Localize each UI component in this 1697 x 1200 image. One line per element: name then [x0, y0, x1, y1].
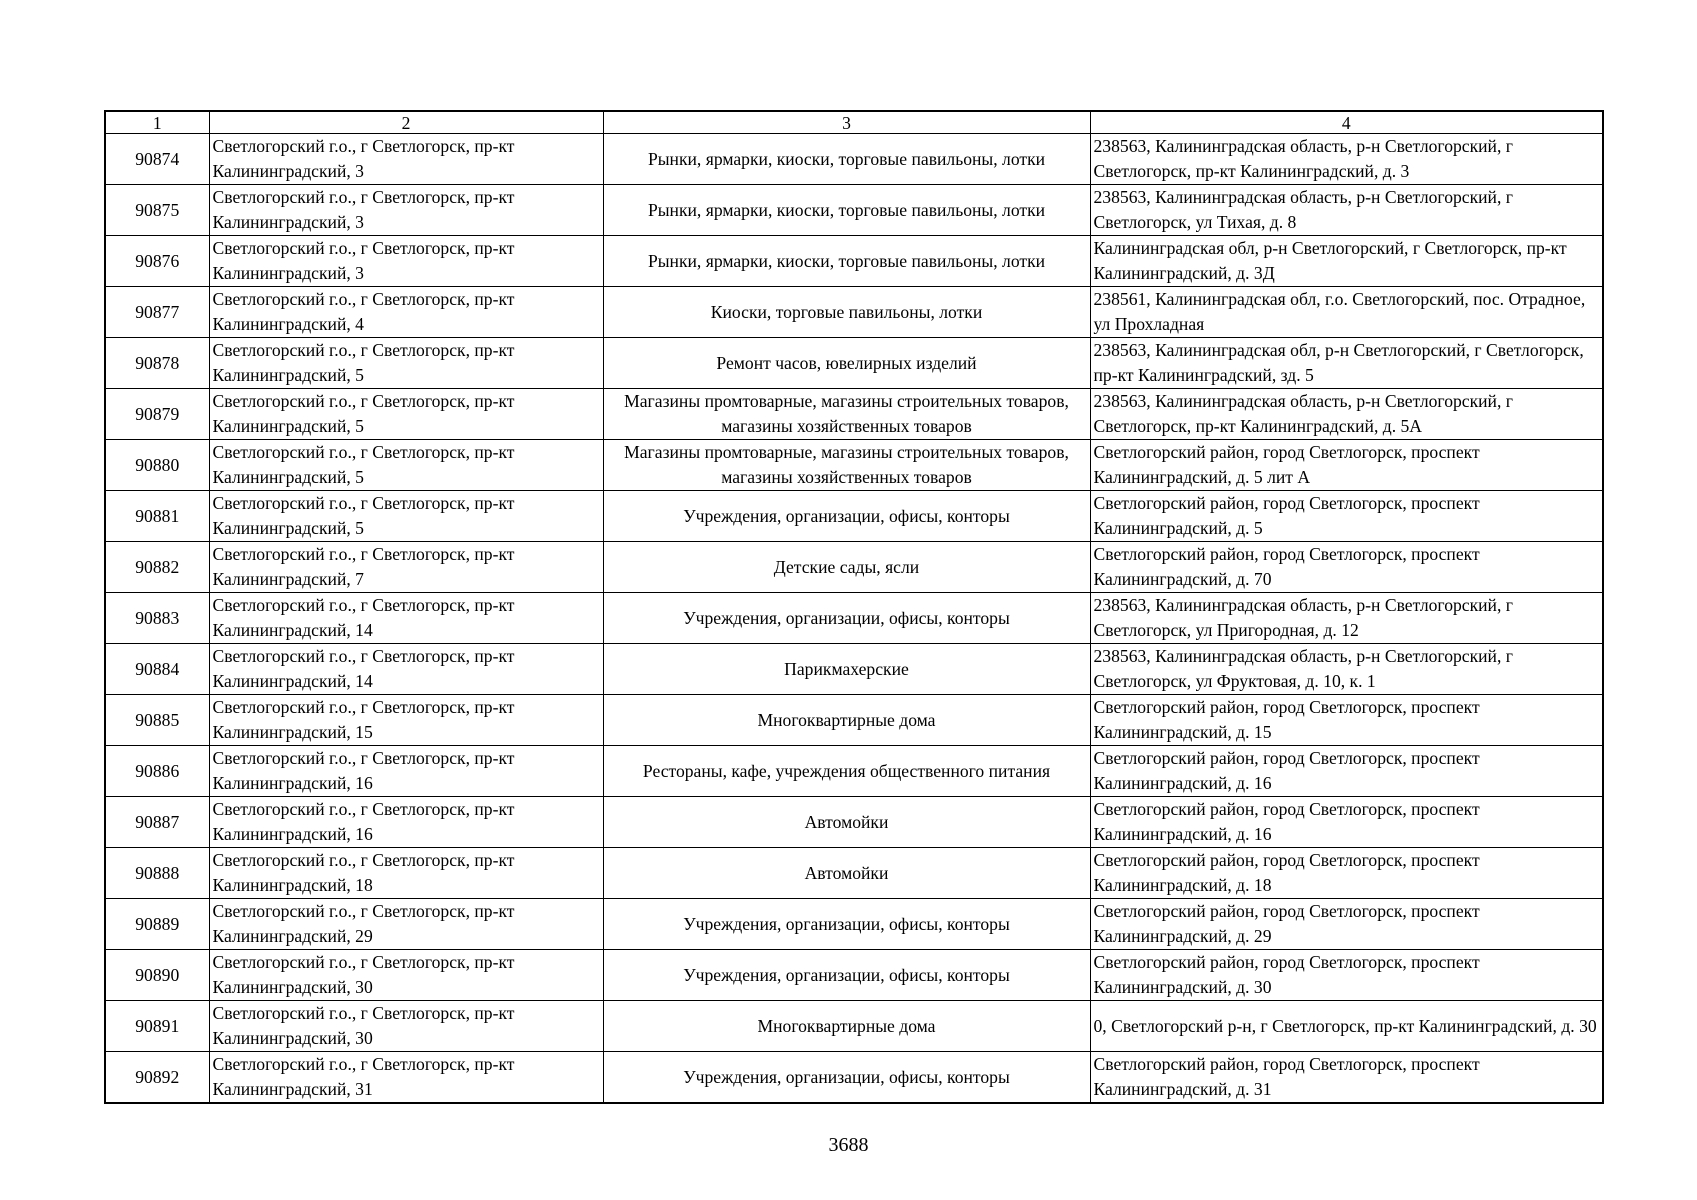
category-cell: Многоквартирные дома — [603, 1001, 1090, 1052]
table-row — [105, 644, 1603, 695]
category-cell: Магазины промтоварные, магазины строительных товаров, магазины хозяйственных товаров — [603, 440, 1090, 491]
row-id-cell: 90888 — [105, 848, 209, 899]
location-cell: Светлогорский г.о., г Светлогорск, пр-кт Калининградский, 31 — [209, 1052, 603, 1104]
row-id-cell: 90880 — [105, 440, 209, 491]
table-row — [105, 440, 1603, 491]
column-header: 2 — [209, 111, 603, 134]
category-cell: Автомойки — [603, 797, 1090, 848]
location-cell: Светлогорский г.о., г Светлогорск, пр-кт Калининградский, 14 — [209, 644, 603, 695]
table-body — [105, 134, 1603, 1104]
table-row — [105, 695, 1603, 746]
address-cell: Светлогорский район, город Светлогорск, проспект Калининградский, д. 31 — [1090, 1052, 1603, 1104]
address-cell: Светлогорский район, город Светлогорск, проспект Калининградский, д. 18 — [1090, 848, 1603, 899]
category-cell: Детские сады, ясли — [603, 542, 1090, 593]
address-cell: Светлогорский район, город Светлогорск, проспект Калининградский, д. 16 — [1090, 746, 1603, 797]
row-id-cell: 90877 — [105, 287, 209, 338]
category-cell: Ремонт часов, ювелирных изделий — [603, 338, 1090, 389]
address-cell: 238563, Калининградская область, р-н Светлогорский, г Светлогорск, ул Тихая, д. 8 — [1090, 185, 1603, 236]
table-row — [105, 134, 1603, 185]
row-id-cell: 90884 — [105, 644, 209, 695]
category-cell: Многоквартирные дома — [603, 695, 1090, 746]
category-cell: Учреждения, организации, офисы, конторы — [603, 950, 1090, 1001]
location-cell: Светлогорский г.о., г Светлогорск, пр-кт Калининградский, 5 — [209, 389, 603, 440]
row-id-cell: 90887 — [105, 797, 209, 848]
address-cell: Светлогорский район, город Светлогорск, проспект Калининградский, д. 70 — [1090, 542, 1603, 593]
row-id-cell: 90875 — [105, 185, 209, 236]
address-cell: 238563, Калининградская обл, р-н Светлогорский, г Светлогорск, пр-кт Калининградский, зд. 5 — [1090, 338, 1603, 389]
location-cell: Светлогорский г.о., г Светлогорск, пр-кт Калининградский, 16 — [209, 746, 603, 797]
table-row — [105, 542, 1603, 593]
row-id-cell: 90881 — [105, 491, 209, 542]
location-cell: Светлогорский г.о., г Светлогорск, пр-кт Калининградский, 30 — [209, 1001, 603, 1052]
location-cell: Светлогорский г.о., г Светлогорск, пр-кт Калининградский, 7 — [209, 542, 603, 593]
row-id-cell: 90892 — [105, 1052, 209, 1104]
location-cell: Светлогорский г.о., г Светлогорск, пр-кт Калининградский, 16 — [209, 797, 603, 848]
row-id-cell: 90891 — [105, 1001, 209, 1052]
table-row — [105, 236, 1603, 287]
column-header: 3 — [603, 111, 1090, 134]
table-header — [105, 111, 1603, 134]
address-cell: Светлогорский район, город Светлогорск, проспект Калининградский, д. 5 лит А — [1090, 440, 1603, 491]
location-cell: Светлогорский г.о., г Светлогорск, пр-кт Калининградский, 3 — [209, 185, 603, 236]
column-header: 1 — [105, 111, 209, 134]
category-cell: Учреждения, организации, офисы, конторы — [603, 899, 1090, 950]
location-cell: Светлогорский г.о., г Светлогорск, пр-кт Калининградский, 5 — [209, 491, 603, 542]
row-id-cell: 90878 — [105, 338, 209, 389]
column-header: 4 — [1090, 111, 1603, 134]
category-cell: Киоски, торговые павильоны, лотки — [603, 287, 1090, 338]
category-cell: Учреждения, организации, офисы, конторы — [603, 1052, 1090, 1104]
category-cell: Рынки, ярмарки, киоски, торговые павильоны, лотки — [603, 236, 1090, 287]
address-cell: Светлогорский район, город Светлогорск, проспект Калининградский, д. 15 — [1090, 695, 1603, 746]
location-cell: Светлогорский г.о., г Светлогорск, пр-кт Калининградский, 4 — [209, 287, 603, 338]
address-cell: Светлогорский район, город Светлогорск, проспект Калининградский, д. 16 — [1090, 797, 1603, 848]
row-id-cell: 90889 — [105, 899, 209, 950]
row-id-cell: 90879 — [105, 389, 209, 440]
table-row — [105, 389, 1603, 440]
table-row — [105, 1052, 1603, 1104]
location-cell: Светлогорский г.о., г Светлогорск, пр-кт Калининградский, 5 — [209, 338, 603, 389]
address-cell: Светлогорский район, город Светлогорск, проспект Калининградский, д. 29 — [1090, 899, 1603, 950]
row-id-cell: 90882 — [105, 542, 209, 593]
table-row — [105, 185, 1603, 236]
row-id-cell: 90883 — [105, 593, 209, 644]
address-cell: Калининградская обл, р-н Светлогорский, г Светлогорск, пр-кт Калининградский, д. 3Д — [1090, 236, 1603, 287]
location-cell: Светлогорский г.о., г Светлогорск, пр-кт Калининградский, 14 — [209, 593, 603, 644]
location-cell: Светлогорский г.о., г Светлогорск, пр-кт Калининградский, 15 — [209, 695, 603, 746]
category-cell: Учреждения, организации, офисы, конторы — [603, 593, 1090, 644]
address-cell: 238563, Калининградская область, р-н Светлогорский, г Светлогорск, пр-кт Калининградский, д. 3 — [1090, 134, 1603, 185]
table-row — [105, 1001, 1603, 1052]
row-id-cell: 90890 — [105, 950, 209, 1001]
location-cell: Светлогорский г.о., г Светлогорск, пр-кт Калининградский, 18 — [209, 848, 603, 899]
location-cell: Светлогорский г.о., г Светлогорск, пр-кт Калининградский, 3 — [209, 134, 603, 185]
address-cell: 238563, Калининградская область, р-н Светлогорский, г Светлогорск, ул Фруктовая, д. 10, к. 1 — [1090, 644, 1603, 695]
table-row — [105, 593, 1603, 644]
category-cell: Магазины промтоварные, магазины строительных товаров, магазины хозяйственных товаров — [603, 389, 1090, 440]
location-cell: Светлогорский г.о., г Светлогорск, пр-кт Калининградский, 29 — [209, 899, 603, 950]
location-cell: Светлогорский г.о., г Светлогорск, пр-кт Калининградский, 30 — [209, 950, 603, 1001]
address-cell: 0, Светлогорский р-н, г Светлогорск, пр-кт Калининградский, д. 30 — [1090, 1001, 1603, 1052]
row-id-cell: 90874 — [105, 134, 209, 185]
table-row — [105, 950, 1603, 1001]
category-cell: Учреждения, организации, офисы, конторы — [603, 491, 1090, 542]
table-row — [105, 287, 1603, 338]
location-cell: Светлогорский г.о., г Светлогорск, пр-кт Калининградский, 5 — [209, 440, 603, 491]
category-cell: Рынки, ярмарки, киоски, торговые павильоны, лотки — [603, 134, 1090, 185]
category-cell: Парикмахерские — [603, 644, 1090, 695]
category-cell: Рынки, ярмарки, киоски, торговые павильоны, лотки — [603, 185, 1090, 236]
category-cell: Автомойки — [603, 848, 1090, 899]
table-row — [105, 491, 1603, 542]
row-id-cell: 90886 — [105, 746, 209, 797]
table-row — [105, 338, 1603, 389]
table-row — [105, 848, 1603, 899]
address-cell: 238563, Калининградская область, р-н Светлогорский, г Светлогорск, пр-кт Калининградский, д. 5А — [1090, 389, 1603, 440]
table-row — [105, 746, 1603, 797]
address-cell: Светлогорский район, город Светлогорск, проспект Калининградский, д. 5 — [1090, 491, 1603, 542]
table-row — [105, 797, 1603, 848]
row-id-cell: 90885 — [105, 695, 209, 746]
address-cell: 238561, Калининградская обл, г.о. Светлогорский, пос. Отрадное, ул Прохладная — [1090, 287, 1603, 338]
header-row — [105, 111, 1603, 134]
data-table — [104, 110, 1604, 1104]
row-id-cell: 90876 — [105, 236, 209, 287]
page-number: 3688 — [828, 1134, 869, 1156]
location-cell: Светлогорский г.о., г Светлогорск, пр-кт Калининградский, 3 — [209, 236, 603, 287]
address-cell: 238563, Калининградская область, р-н Светлогорский, г Светлогорск, ул Пригородная, д. 12 — [1090, 593, 1603, 644]
table-row — [105, 899, 1603, 950]
address-cell: Светлогорский район, город Светлогорск, проспект Калининградский, д. 30 — [1090, 950, 1603, 1001]
category-cell: Рестораны, кафе, учреждения общественного питания — [603, 746, 1090, 797]
